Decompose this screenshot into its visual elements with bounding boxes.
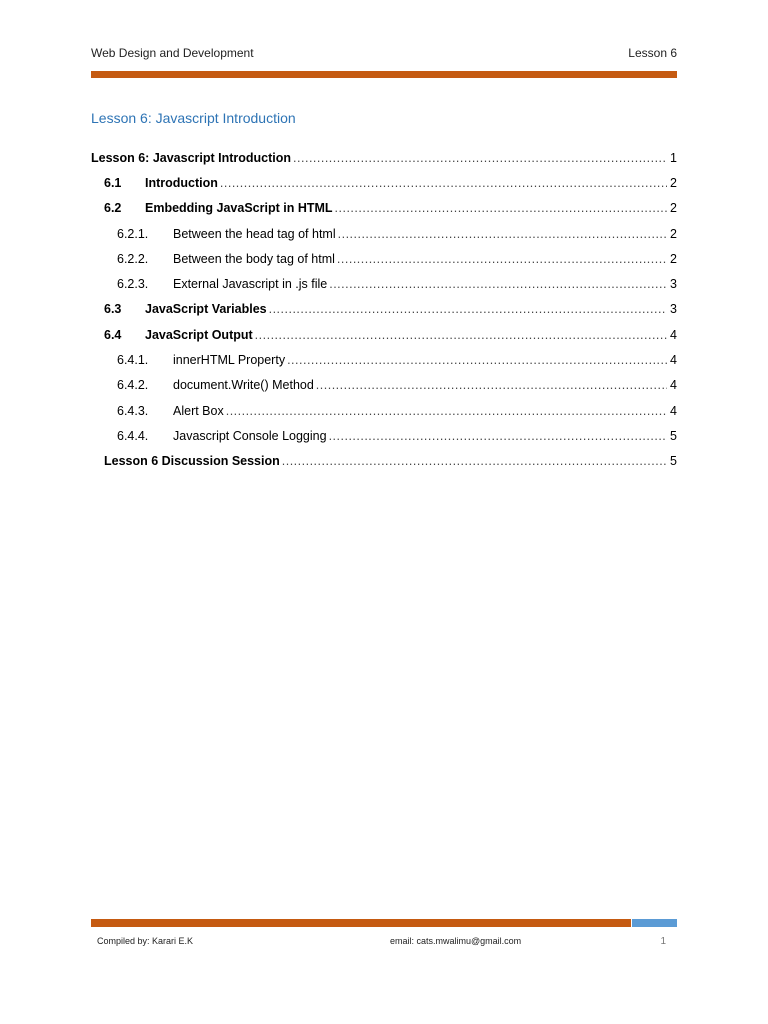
- toc-entry-number: 6.2.3.: [117, 277, 149, 292]
- toc-entry[interactable]: [91, 196, 677, 221]
- toc-entry-page: 3: [670, 277, 677, 292]
- toc-entry[interactable]: [91, 246, 677, 271]
- toc-entry-page: 5: [670, 428, 677, 443]
- toc-entry-title: Javascript Console Logging: [173, 428, 327, 443]
- header-lesson: Lesson 6: [628, 46, 677, 60]
- toc-entry[interactable]: [91, 449, 677, 474]
- toc-entry-number: 6.4.4.: [117, 428, 149, 443]
- toc-entry-title: JavaScript Output: [145, 327, 253, 342]
- header-rule: [91, 71, 677, 78]
- toc-entry-page: 2: [670, 175, 677, 190]
- toc-leader: [287, 353, 667, 367]
- toc-leader: [293, 151, 667, 165]
- toc-leader: [316, 378, 667, 392]
- footer-compiled-by: Compiled by: Karari E.K: [97, 936, 194, 946]
- toc-entry-title: Embedding JavaScript in HTML: [145, 201, 333, 216]
- toc-entry-page: 4: [670, 403, 677, 418]
- toc-entry-title: innerHTML Property: [173, 353, 286, 368]
- toc-entry[interactable]: [91, 271, 677, 296]
- toc-entry-title: Lesson 6 Discussion Session: [104, 454, 280, 469]
- toc-entry[interactable]: [91, 145, 677, 170]
- toc-entry-number: 6.2.1.: [117, 226, 149, 241]
- toc-entry[interactable]: [91, 423, 677, 448]
- document-title: Lesson 6: Javascript Introduction: [91, 110, 296, 126]
- toc-entry-page: 4: [670, 327, 677, 342]
- toc-leader: [220, 176, 667, 190]
- toc-leader: [269, 302, 667, 316]
- header-course: Web Design and Development: [91, 46, 254, 60]
- toc-entry[interactable]: [91, 170, 677, 195]
- toc-entry-number: 6.2.2.: [117, 251, 149, 266]
- footer-email: email: cats.mwalimu@gmail.com: [390, 936, 522, 946]
- toc-leader: [329, 429, 667, 443]
- toc-leader: [282, 454, 667, 468]
- toc-entry-page: 5: [670, 454, 677, 469]
- toc-leader: [337, 252, 667, 266]
- toc-entry-title: Between the body tag of html: [173, 251, 335, 266]
- toc-entry-title: Alert Box: [173, 403, 224, 418]
- footer-page-number: 1: [660, 936, 666, 947]
- toc-entry-page: 2: [670, 251, 677, 266]
- toc-entry[interactable]: [91, 373, 677, 398]
- toc-entry-number: 6.4: [104, 327, 122, 342]
- toc-entry-number: 6.2: [104, 201, 122, 216]
- toc-entry-page: 1: [670, 150, 677, 165]
- footer-rule-accent: [632, 919, 677, 927]
- toc-entry-title: document.Write() Method: [173, 378, 314, 393]
- toc-entry[interactable]: [91, 398, 677, 423]
- toc-entry-title: Between the head tag of html: [173, 226, 336, 241]
- toc-entry-page: 4: [670, 378, 677, 393]
- toc-entry-number: 6.1: [104, 175, 122, 190]
- toc-entry-page: 2: [670, 226, 677, 241]
- toc-entry-title: JavaScript Variables: [145, 302, 267, 317]
- footer-rule: [91, 919, 631, 927]
- toc-entry[interactable]: [91, 221, 677, 246]
- toc-entry-title: External Javascript in .js file: [173, 277, 328, 292]
- toc-entry[interactable]: [91, 322, 677, 347]
- toc-entry-page: 4: [670, 353, 677, 368]
- toc-entry-page: 3: [670, 302, 677, 317]
- toc-leader: [335, 201, 667, 215]
- toc-entry-number: 6.4.3.: [117, 403, 149, 418]
- toc-entry[interactable]: [91, 297, 677, 322]
- table-of-contents: [91, 145, 677, 474]
- toc-entry[interactable]: [91, 347, 677, 372]
- page-header: [91, 46, 677, 66]
- toc-entry-number: 6.4.2.: [117, 378, 149, 393]
- toc-entry-title: Introduction: [145, 175, 218, 190]
- toc-entry-number: 6.3: [104, 302, 122, 317]
- toc-leader: [338, 227, 667, 241]
- toc-leader: [329, 277, 667, 291]
- toc-entry-page: 2: [670, 201, 677, 216]
- toc-entry-title: Lesson 6: Javascript Introduction: [91, 150, 292, 165]
- toc-entry-number: 6.4.1.: [117, 353, 149, 368]
- toc-leader: [226, 404, 667, 418]
- toc-leader: [255, 328, 667, 342]
